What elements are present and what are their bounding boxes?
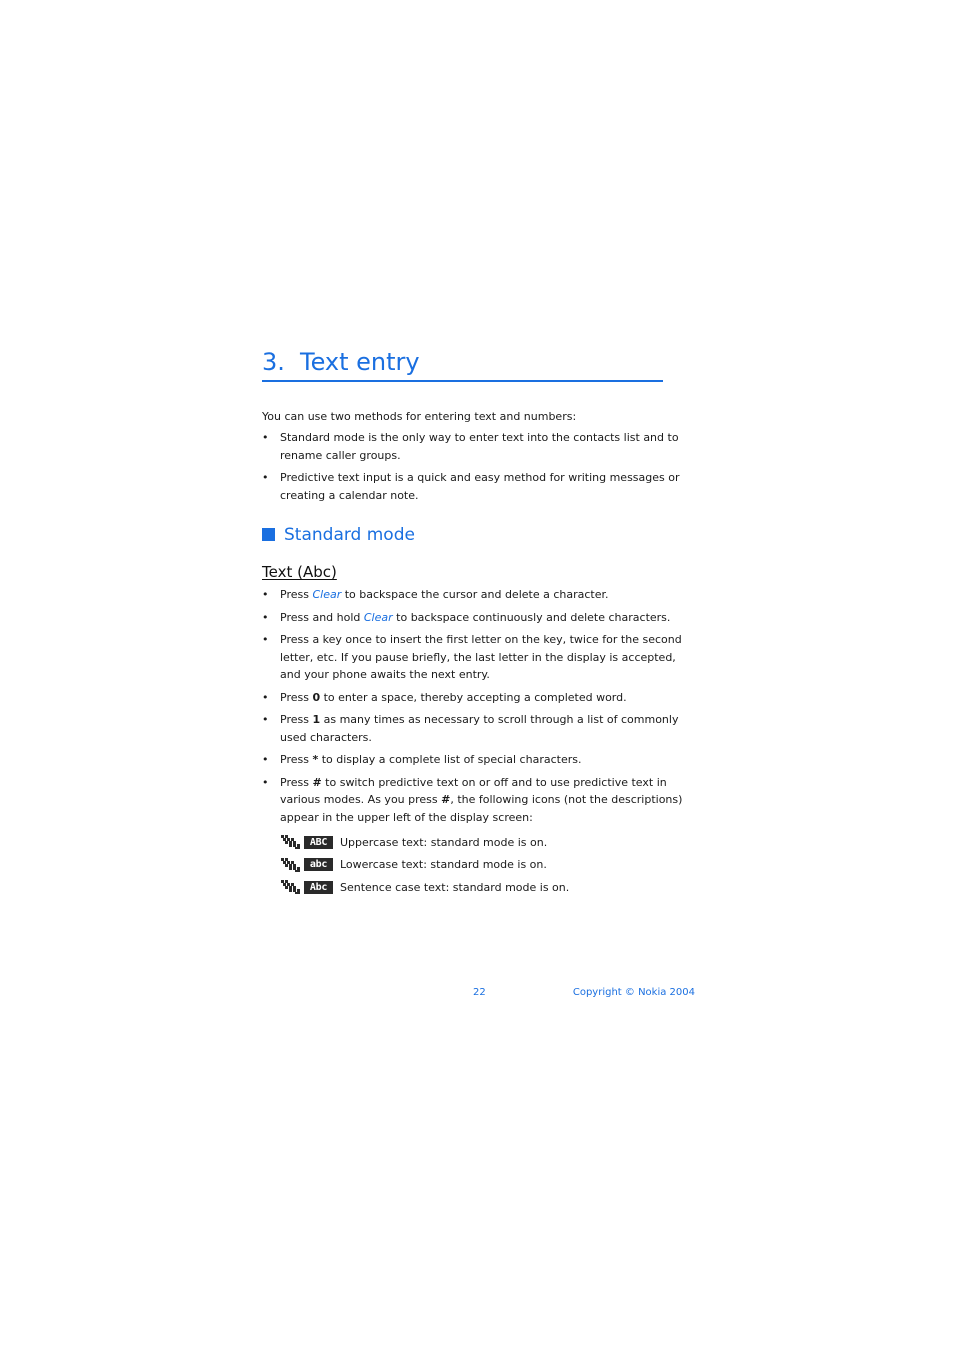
mode-description: Lowercase text: standard mode is on. bbox=[340, 858, 547, 872]
bullet-text: Press and hold bbox=[280, 610, 364, 624]
section-heading bbox=[262, 523, 415, 547]
mode-indicator bbox=[281, 858, 340, 872]
pencil-icon bbox=[281, 858, 301, 872]
bullet-text: to backspace the cursor and delete a character. bbox=[341, 588, 609, 601]
standard-mode-list bbox=[262, 586, 698, 831]
mode-icon-row bbox=[281, 831, 701, 854]
bullet-text: to enter a space, thereby accepting a completed word. bbox=[320, 690, 627, 704]
bullet-text: Press bbox=[280, 753, 313, 766]
pencil-icon bbox=[281, 880, 301, 894]
mode-indicator bbox=[281, 880, 340, 894]
list-item bbox=[262, 631, 698, 684]
sentence-case-badge-icon: Abc bbox=[304, 881, 333, 894]
list-item bbox=[262, 586, 698, 604]
mode-description: Sentence case text: standard mode is on. bbox=[340, 880, 570, 894]
bullet-text: to switch predictive text on or off and to use predictive text in various modes. As you press bbox=[280, 775, 667, 806]
lowercase-badge-icon: abc bbox=[304, 858, 333, 871]
list-item bbox=[262, 711, 698, 746]
softkey-clear: Clear bbox=[363, 610, 393, 624]
section-title: Standard mode bbox=[284, 525, 415, 545]
subsection-heading: Text (Abc) bbox=[262, 563, 337, 581]
mode-description: Uppercase text: standard mode is on. bbox=[340, 835, 548, 849]
intro-paragraph: You can use two methods for entering text and numbers: bbox=[262, 410, 577, 423]
key-label: # bbox=[312, 775, 322, 789]
bullet-text: Press bbox=[280, 713, 313, 726]
key-label: # bbox=[441, 793, 451, 806]
list-item bbox=[262, 689, 698, 707]
bullet-text: Press bbox=[280, 690, 313, 704]
key-label: 0 bbox=[312, 690, 321, 704]
mode-icon-row bbox=[281, 854, 701, 877]
uppercase-badge-icon: ABC bbox=[304, 836, 333, 849]
chapter-title: Text entry bbox=[300, 348, 420, 376]
chapter-number: 3. bbox=[262, 348, 285, 376]
softkey-clear: Clear bbox=[312, 588, 342, 601]
pencil-icon bbox=[281, 835, 301, 849]
key-label: 1 bbox=[312, 713, 321, 726]
list-item bbox=[262, 609, 698, 627]
mode-indicator bbox=[281, 835, 340, 849]
bullet-text: to display a complete list of special characters. bbox=[318, 753, 582, 766]
list-item bbox=[262, 774, 698, 827]
methods-list bbox=[262, 429, 698, 509]
bullet-text: Press bbox=[280, 588, 313, 601]
list-item: • Predictive text input is a quick and easy method for writing messages or creating a calendar note. bbox=[262, 469, 698, 504]
bullet-text: Press a key once to insert the first letter on the key, twice for the second letter, etc. If you pause briefly, the last letter in the display is accepted, and your phone awaits the next entry. bbox=[280, 633, 682, 681]
chapter-heading bbox=[262, 345, 663, 382]
list-item: • Standard mode is the only way to enter text into the contacts list and to rename caller groups. bbox=[262, 429, 698, 464]
square-bullet-icon bbox=[262, 528, 275, 541]
mode-icon-list bbox=[281, 831, 701, 899]
mode-icon-row bbox=[281, 876, 701, 899]
copyright-notice: Copyright © Nokia 2004 bbox=[572, 987, 695, 998]
bullet-text: , the following icons (not the descriptions) appear in the upper left of the display screen: bbox=[280, 793, 683, 824]
bullet-text: to backspace continuously and delete characters. bbox=[392, 610, 671, 624]
page-number: 22 bbox=[473, 987, 486, 998]
key-label: * bbox=[312, 753, 319, 766]
bullet-text: Press bbox=[280, 775, 313, 789]
list-item bbox=[262, 751, 698, 769]
bullet-text: as many times as necessary to scroll through a list of commonly used characters. bbox=[280, 713, 679, 744]
